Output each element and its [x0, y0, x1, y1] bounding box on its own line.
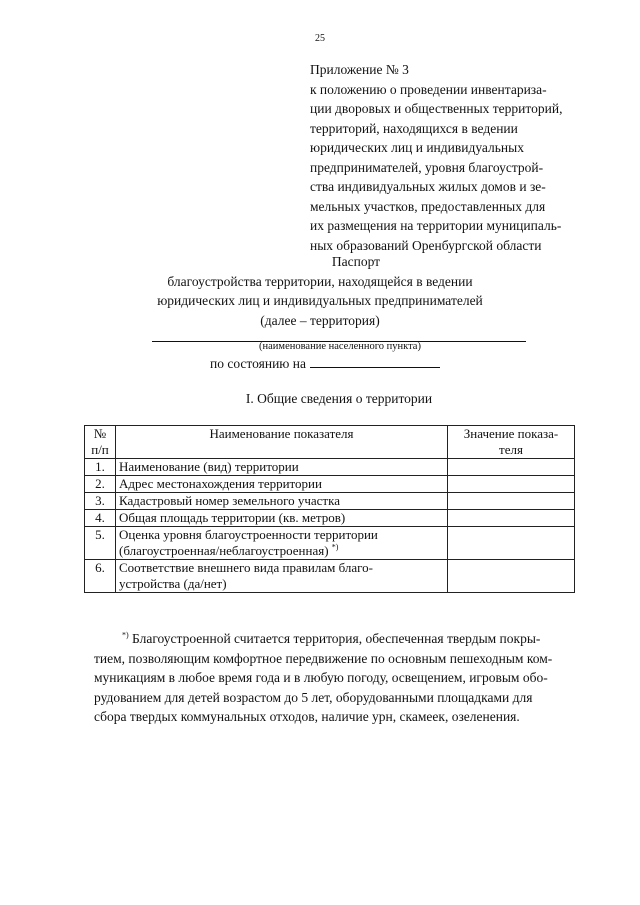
header-num-line: п/п	[91, 442, 109, 457]
section-title: I. Общие сведения о территории	[245, 391, 433, 406]
table-row	[85, 527, 575, 560]
general-info-table	[84, 425, 575, 593]
row-num: 1.	[85, 459, 116, 476]
row-num: 5.	[85, 527, 116, 560]
passport-subtitle-line: (далее – территория)	[260, 312, 380, 328]
table-row	[85, 459, 575, 476]
table-row	[85, 476, 575, 493]
row-value-cell[interactable]	[448, 459, 575, 476]
table-row	[85, 510, 575, 527]
row-num: 6.	[85, 560, 116, 593]
header-value	[448, 426, 575, 459]
settlement-name-caption: (наименование населенного пункта)	[259, 341, 421, 352]
row-num: 4.	[85, 510, 116, 527]
row-name-line: Соответствие внешнего вида правилам благо-	[119, 560, 373, 575]
appendix-line: их размещения на территории муниципаль-	[310, 218, 562, 233]
appendix-header	[310, 60, 610, 255]
passport-title-block	[0, 252, 640, 330]
row-value-cell[interactable]	[448, 560, 575, 593]
footnote-text: Благоустроенной считается территория, обеспеченная твердым покры-	[132, 631, 541, 646]
appendix-line: мельных участков, предоставленных для	[310, 198, 546, 214]
footnote-line: тием, позволяющим комфортное передвижение по основным пешеходным ком-	[94, 650, 553, 666]
row-name: Кадастровый номер земельного участка	[116, 493, 448, 510]
row-name: Общая площадь территории (кв. метров)	[116, 510, 448, 527]
page-number: 25	[315, 33, 325, 44]
table-row	[85, 560, 575, 593]
table-row	[85, 493, 575, 510]
row-num: 2.	[85, 476, 116, 493]
table-header-row	[85, 426, 575, 459]
appendix-line: ции дворовых и общественных территорий,	[310, 101, 563, 116]
header-value-line: теля	[499, 442, 523, 457]
footnote-line	[94, 629, 584, 649]
footnote-mark: *)	[122, 630, 129, 640]
appendix-line: ных образований Оренбургской области	[310, 237, 542, 253]
header-value-line: Значение показа-	[463, 426, 559, 441]
as-of-label: по состоянию на	[210, 356, 306, 371]
footnote-mark: *)	[331, 542, 339, 552]
as-of-date-blank[interactable]	[310, 355, 440, 368]
appendix-line: к положению о проведении инвентариза-	[310, 81, 547, 97]
row-value-cell[interactable]	[448, 476, 575, 493]
footnote-line: рудованием для детей возрастом до 5 лет, оборудованными площадками для	[94, 689, 533, 705]
footnote-line: сбора твердых коммунальных отходов, наличие урн, скамеек, озеленения.	[94, 709, 520, 724]
appendix-line: предпринимателей, уровня благоустрой-	[310, 159, 544, 175]
row-value-cell[interactable]	[448, 510, 575, 527]
row-name-line: (благоустроенная/неблагоустроенная)	[119, 543, 329, 558]
row-name: Наименование (вид) территории	[116, 459, 448, 476]
appendix-line: ства индивидуальных жилых домов и зе-	[310, 179, 546, 194]
as-of-date-row	[210, 355, 440, 372]
appendix-line: Приложение № 3	[310, 62, 409, 77]
header-num	[85, 426, 116, 459]
appendix-line: юридических лиц и индивидуальных	[310, 140, 524, 155]
passport-title: Паспорт	[331, 254, 381, 269]
row-value-cell[interactable]	[448, 493, 575, 510]
passport-subtitle-line: благоустройства территории, находящейся в ведении	[167, 273, 473, 289]
row-value-cell[interactable]	[448, 527, 575, 560]
header-num-line: №	[93, 426, 107, 441]
header-name: Наименование показателя	[116, 426, 448, 459]
row-name	[116, 560, 448, 593]
row-num: 3.	[85, 493, 116, 510]
footnote-line: муникациям в любое время года и в любую погоду, освещением, игровым обо-	[94, 670, 548, 685]
appendix-line: территорий, находящихся в ведении	[310, 120, 518, 136]
footnote	[94, 629, 584, 727]
row-name: Адрес местонахождения территории	[116, 476, 448, 493]
passport-subtitle-line: юридических лиц и индивидуальных предпринимателей	[157, 293, 483, 308]
row-name	[116, 527, 448, 560]
row-name-line: устройства (да/нет)	[119, 576, 227, 591]
row-name-line: Оценка уровня благоустроенности территории	[119, 527, 378, 542]
